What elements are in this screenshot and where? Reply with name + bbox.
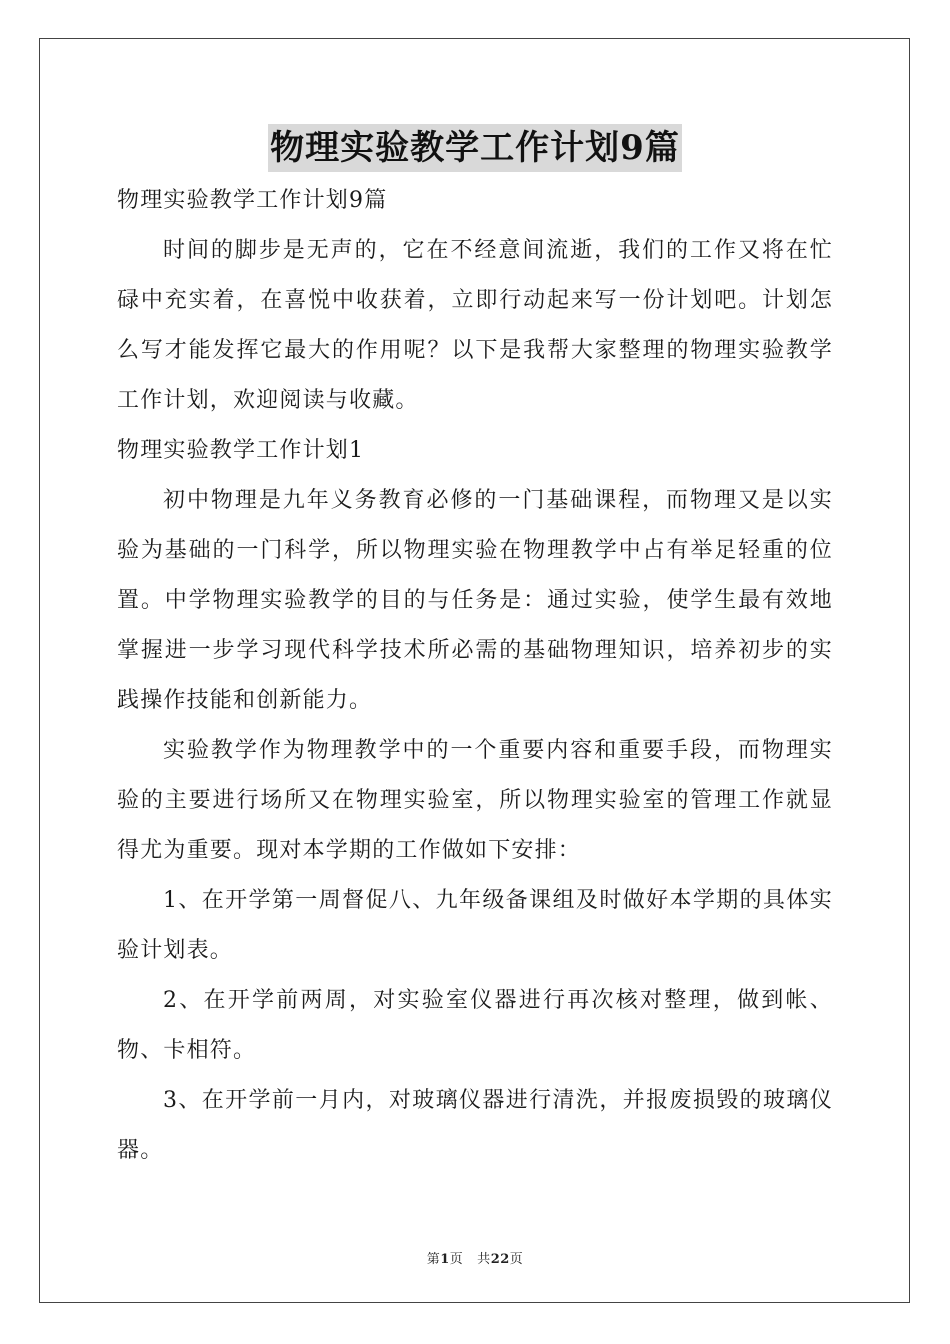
total-pages: 22 (490, 1252, 510, 1267)
list-item: 3、在开学前一月内，对玻璃仪器进行清洗，并报废损毁的玻璃仪器。 (117, 1088, 833, 1163)
section-heading-1: 物理实验教学工作计划1 (117, 438, 365, 463)
page-number: 1 (440, 1252, 450, 1267)
page-label-suffix: 页 (449, 1252, 464, 1267)
page-label-prefix: 第 (426, 1252, 441, 1267)
paragraph-intro: 时间的脚步是无声的，它在不经意间流逝，我们的工作又将在忙碌中充实着，在喜悦中收获着，立即行动起来写一份计划吧。计划怎么写才能发挥它最大的作用呢？以下是我帮大家整理的物理实验教学工作计划，欢迎阅读与收藏。 (117, 238, 833, 413)
paragraph-body: 实验教学作为物理教学中的一个重要内容和重要手段，而物理实验的主要进行场所又在物理实验室，所以物理实验室的管理工作就显得尤为重要。现对本学期的工作做如下安排： (117, 738, 833, 863)
page-footer (0, 1248, 950, 1267)
total-label-suffix: 页 (509, 1252, 524, 1267)
document-title: 物理实验教学工作计划9篇 (268, 124, 682, 172)
total-label-prefix: 共 (477, 1252, 491, 1267)
paragraph-body: 初中物理是九年义务教育必修的一门基础课程，而物理又是以实验为基础的一门科学，所以物理实验在物理教学中占有举足轻重的位置。中学物理实验教学的目的与任务是：通过实验，使学生最有效地掌握进一步学习现代科学技术所必需的基础物理知识，培养初步的实践操作技能和创新能力。 (117, 488, 833, 713)
document-body (117, 176, 833, 1176)
title-container (0, 124, 950, 172)
list-item: 2、在开学前两周，对实验室仪器进行再次核对整理，做到帐、物、卡相符。 (117, 988, 833, 1063)
paragraph-subtitle: 物理实验教学工作计划9篇 (117, 188, 388, 213)
list-item: 1、在开学第一周督促八、九年级备课组及时做好本学期的具体实验计划表。 (117, 888, 833, 963)
